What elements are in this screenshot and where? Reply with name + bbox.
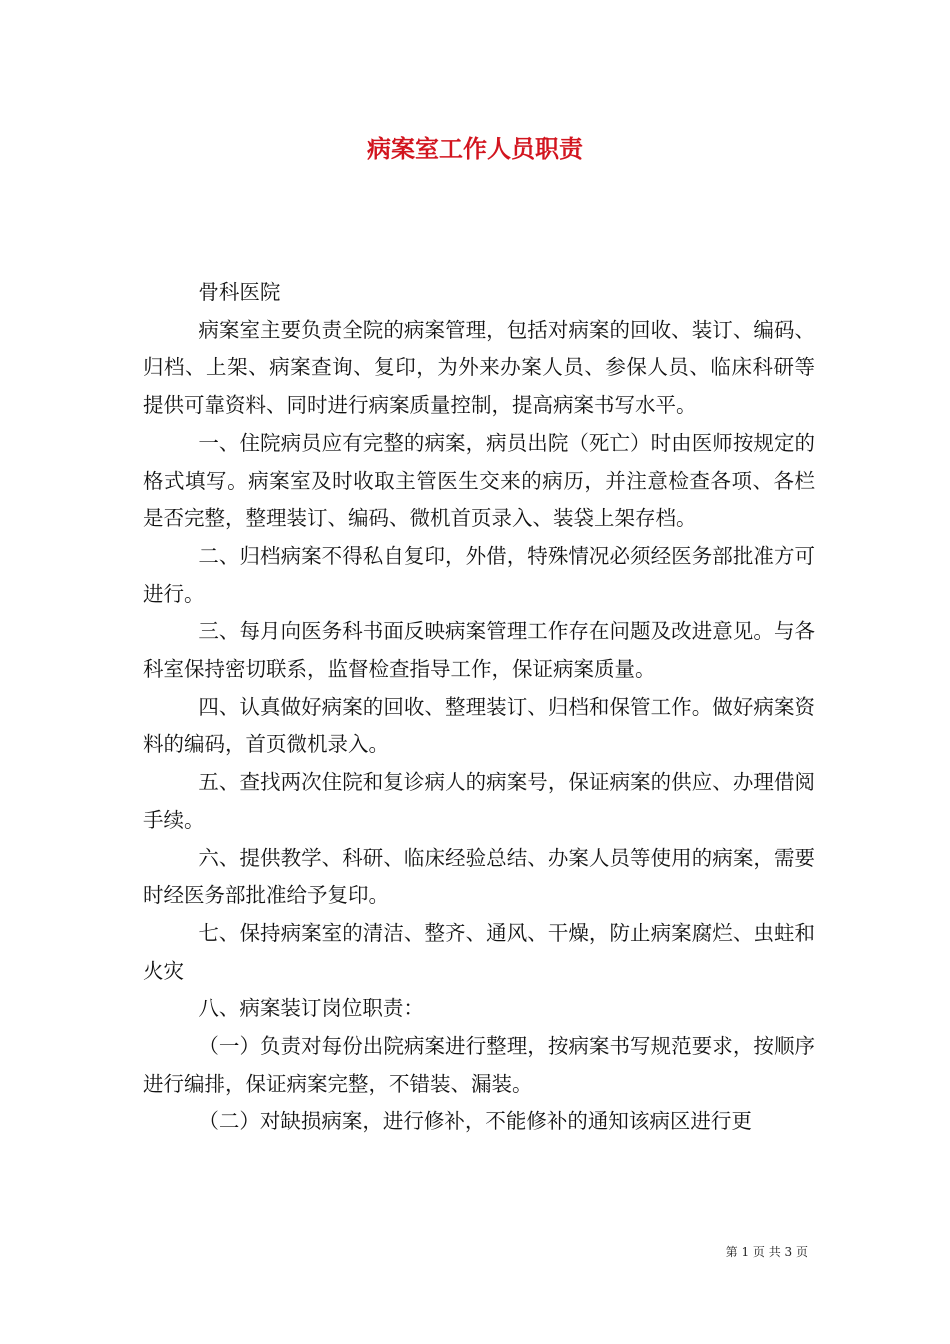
document-title: 病案室工作人员职责 — [367, 134, 583, 163]
paragraph-hospital-name: 骨科医院 — [198, 280, 281, 304]
paragraph-duty-2: 二、归档病案不得私自复印，外借，特殊情况必须经医务部批准方可进行。 — [143, 543, 815, 606]
paragraph-duty-7: 七、保持病案室的清洁、整齐、通风、干燥，防止病案腐烂、虫蛀和火灾 — [143, 920, 815, 983]
paragraph-duty-4: 四、认真做好病案的回收、整理装订、归档和保管工作。做好病案资料的编码，首页微机录入。 — [143, 694, 815, 757]
paragraph-duty-6: 六、提供教学、科研、临床经验总结、办案人员等使用的病案，需要时经医务部批准给予复印。 — [143, 845, 815, 908]
paragraph-intro: 病案室主要负责全院的病案管理，包括对病案的回收、装订、编码、归档、上架、病案查询、复印，为外来办案人员、参保人员、临床科研等提供可靠资料、同时进行病案质量控制，提高病案书写水平。 — [143, 317, 815, 418]
paragraph-duty-8-heading: 八、病案装订岗位职责： — [198, 996, 424, 1021]
paragraph-binding-1: （一）负责对每份出院病案进行整理，按病案书写规范要求，按顺序进行编排，保证病案完整，不错装、漏装。 — [143, 1034, 815, 1096]
paragraph-duty-3: 三、每月向医务科书面反映病案管理工作存在问题及改进意见。与各科室保持密切联系，监督检查指导工作，保证病案质量。 — [143, 619, 815, 682]
page-number: 第 1 页 共 3 页 — [725, 1245, 808, 1259]
paragraph-duty-5: 五、查找两次住院和复诊病人的病案号，保证病案的供应、办理借阅手续。 — [143, 770, 815, 832]
document-body — [143, 274, 815, 1141]
paragraph-duty-1: 一、住院病员应有完整的病案，病员出院（死亡）时由医师按规定的格式填写。病案室及时收取主管医生交来的病历，并注意检查各项、各栏是否完整，整理装订、编码、微机首页录入、装袋上架存档。 — [143, 430, 815, 531]
paragraph-binding-2: （二）对缺损病案，进行修补，不能修补的通知该病区进行更 — [198, 1109, 752, 1134]
